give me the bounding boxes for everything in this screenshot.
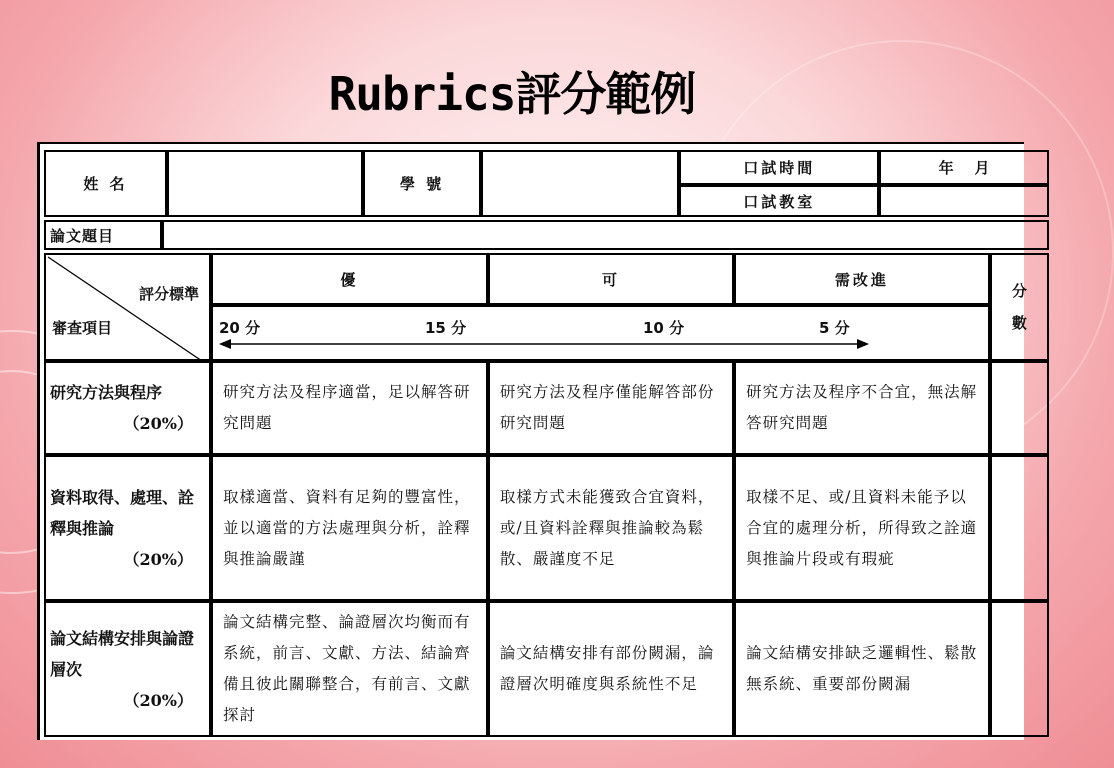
slide-title: Rubrics評分範例 — [328, 67, 696, 121]
criterion-structure — [44, 601, 211, 737]
cell-needs-improvement: 研究方法及程序不合宜，無法解答研究問題 — [734, 361, 990, 455]
cell-acceptable: 論文結構安排有部份闕漏，論證層次明確度與系統性不足 — [488, 601, 734, 737]
cell-excellent: 論文結構完整、論證層次均衡而有系統，前言、文獻、方法、結論齊備且彼此關聯整合，有前言、文獻探討 — [211, 601, 488, 737]
criterion-weight: （20%） — [123, 690, 193, 710]
cell-needs-improvement: 取樣不足、或/且資料未能予以合宜的處理分析，所得致之詮適與推論片段或有瑕疵 — [734, 455, 990, 601]
scale-mark-15: 15 分 — [424, 319, 467, 337]
cell-acceptable: 研究方法及程序僅能解答部份研究問題 — [488, 361, 734, 455]
level-acceptable: 可 — [488, 253, 734, 305]
thesis-title-table — [44, 220, 1049, 250]
criterion-label: 研究方法與程序 — [50, 383, 163, 402]
diagonal-line — [46, 255, 204, 363]
criterion-method — [44, 361, 211, 455]
score-cell[interactable] — [990, 601, 1049, 737]
criterion-data — [44, 455, 211, 601]
student-id-field[interactable] — [481, 150, 679, 217]
name-label: 姓 名 — [44, 150, 167, 217]
criterion-label: 資料取得、處理、詮釋與推論 — [50, 487, 195, 538]
items-header: 審查項目 — [52, 319, 113, 337]
score-cell[interactable] — [990, 455, 1049, 601]
scale-mark-5: 5 分 — [818, 319, 850, 337]
rubric-sheet — [37, 142, 1027, 740]
student-info-table — [44, 150, 1049, 217]
scale-arrow — [213, 307, 950, 363]
score-cell[interactable] — [990, 361, 1049, 455]
oral-time-field[interactable]: 年 月 — [879, 150, 1049, 185]
level-excellent: 優 — [211, 253, 488, 305]
oral-time-label: 口試時間 — [679, 150, 879, 185]
thesis-title-field[interactable] — [162, 220, 1049, 250]
oral-room-label: 口試教室 — [679, 185, 879, 217]
criterion-label: 論文結構安排與論證層次 — [50, 628, 195, 679]
cell-acceptable: 取樣方式未能獲致合宜資料，或/且資料詮釋與推論較為鬆散、嚴謹度不足 — [488, 455, 734, 601]
thesis-title-label: 論文題目 — [44, 220, 162, 250]
score-header: 分數 — [990, 253, 1049, 361]
oral-room-field[interactable] — [879, 185, 1049, 217]
level-needs-improvement: 需改進 — [734, 253, 990, 305]
scale-mark-20: 20 分 — [218, 319, 261, 337]
criterion-weight: （20%） — [123, 549, 193, 569]
criteria-header: 評分標準 — [138, 285, 199, 303]
rubric-table — [44, 253, 1049, 737]
criterion-weight: （20%） — [123, 414, 193, 433]
scale-mark-10: 10 分 — [642, 319, 685, 337]
cell-excellent: 取樣適當、資料有足夠的豐富性，並以適當的方法處理與分析，詮釋與推論嚴謹 — [211, 455, 488, 601]
cell-excellent: 研究方法及程序適當，足以解答研究問題 — [211, 361, 488, 455]
cell-needs-improvement: 論文結構安排缺乏邏輯性、鬆散無系統、重要部份闕漏 — [734, 601, 990, 737]
score-scale — [211, 305, 990, 361]
criteria-diagonal-header — [44, 253, 211, 361]
student-id-label: 學 號 — [363, 150, 482, 217]
name-field[interactable] — [167, 150, 363, 217]
